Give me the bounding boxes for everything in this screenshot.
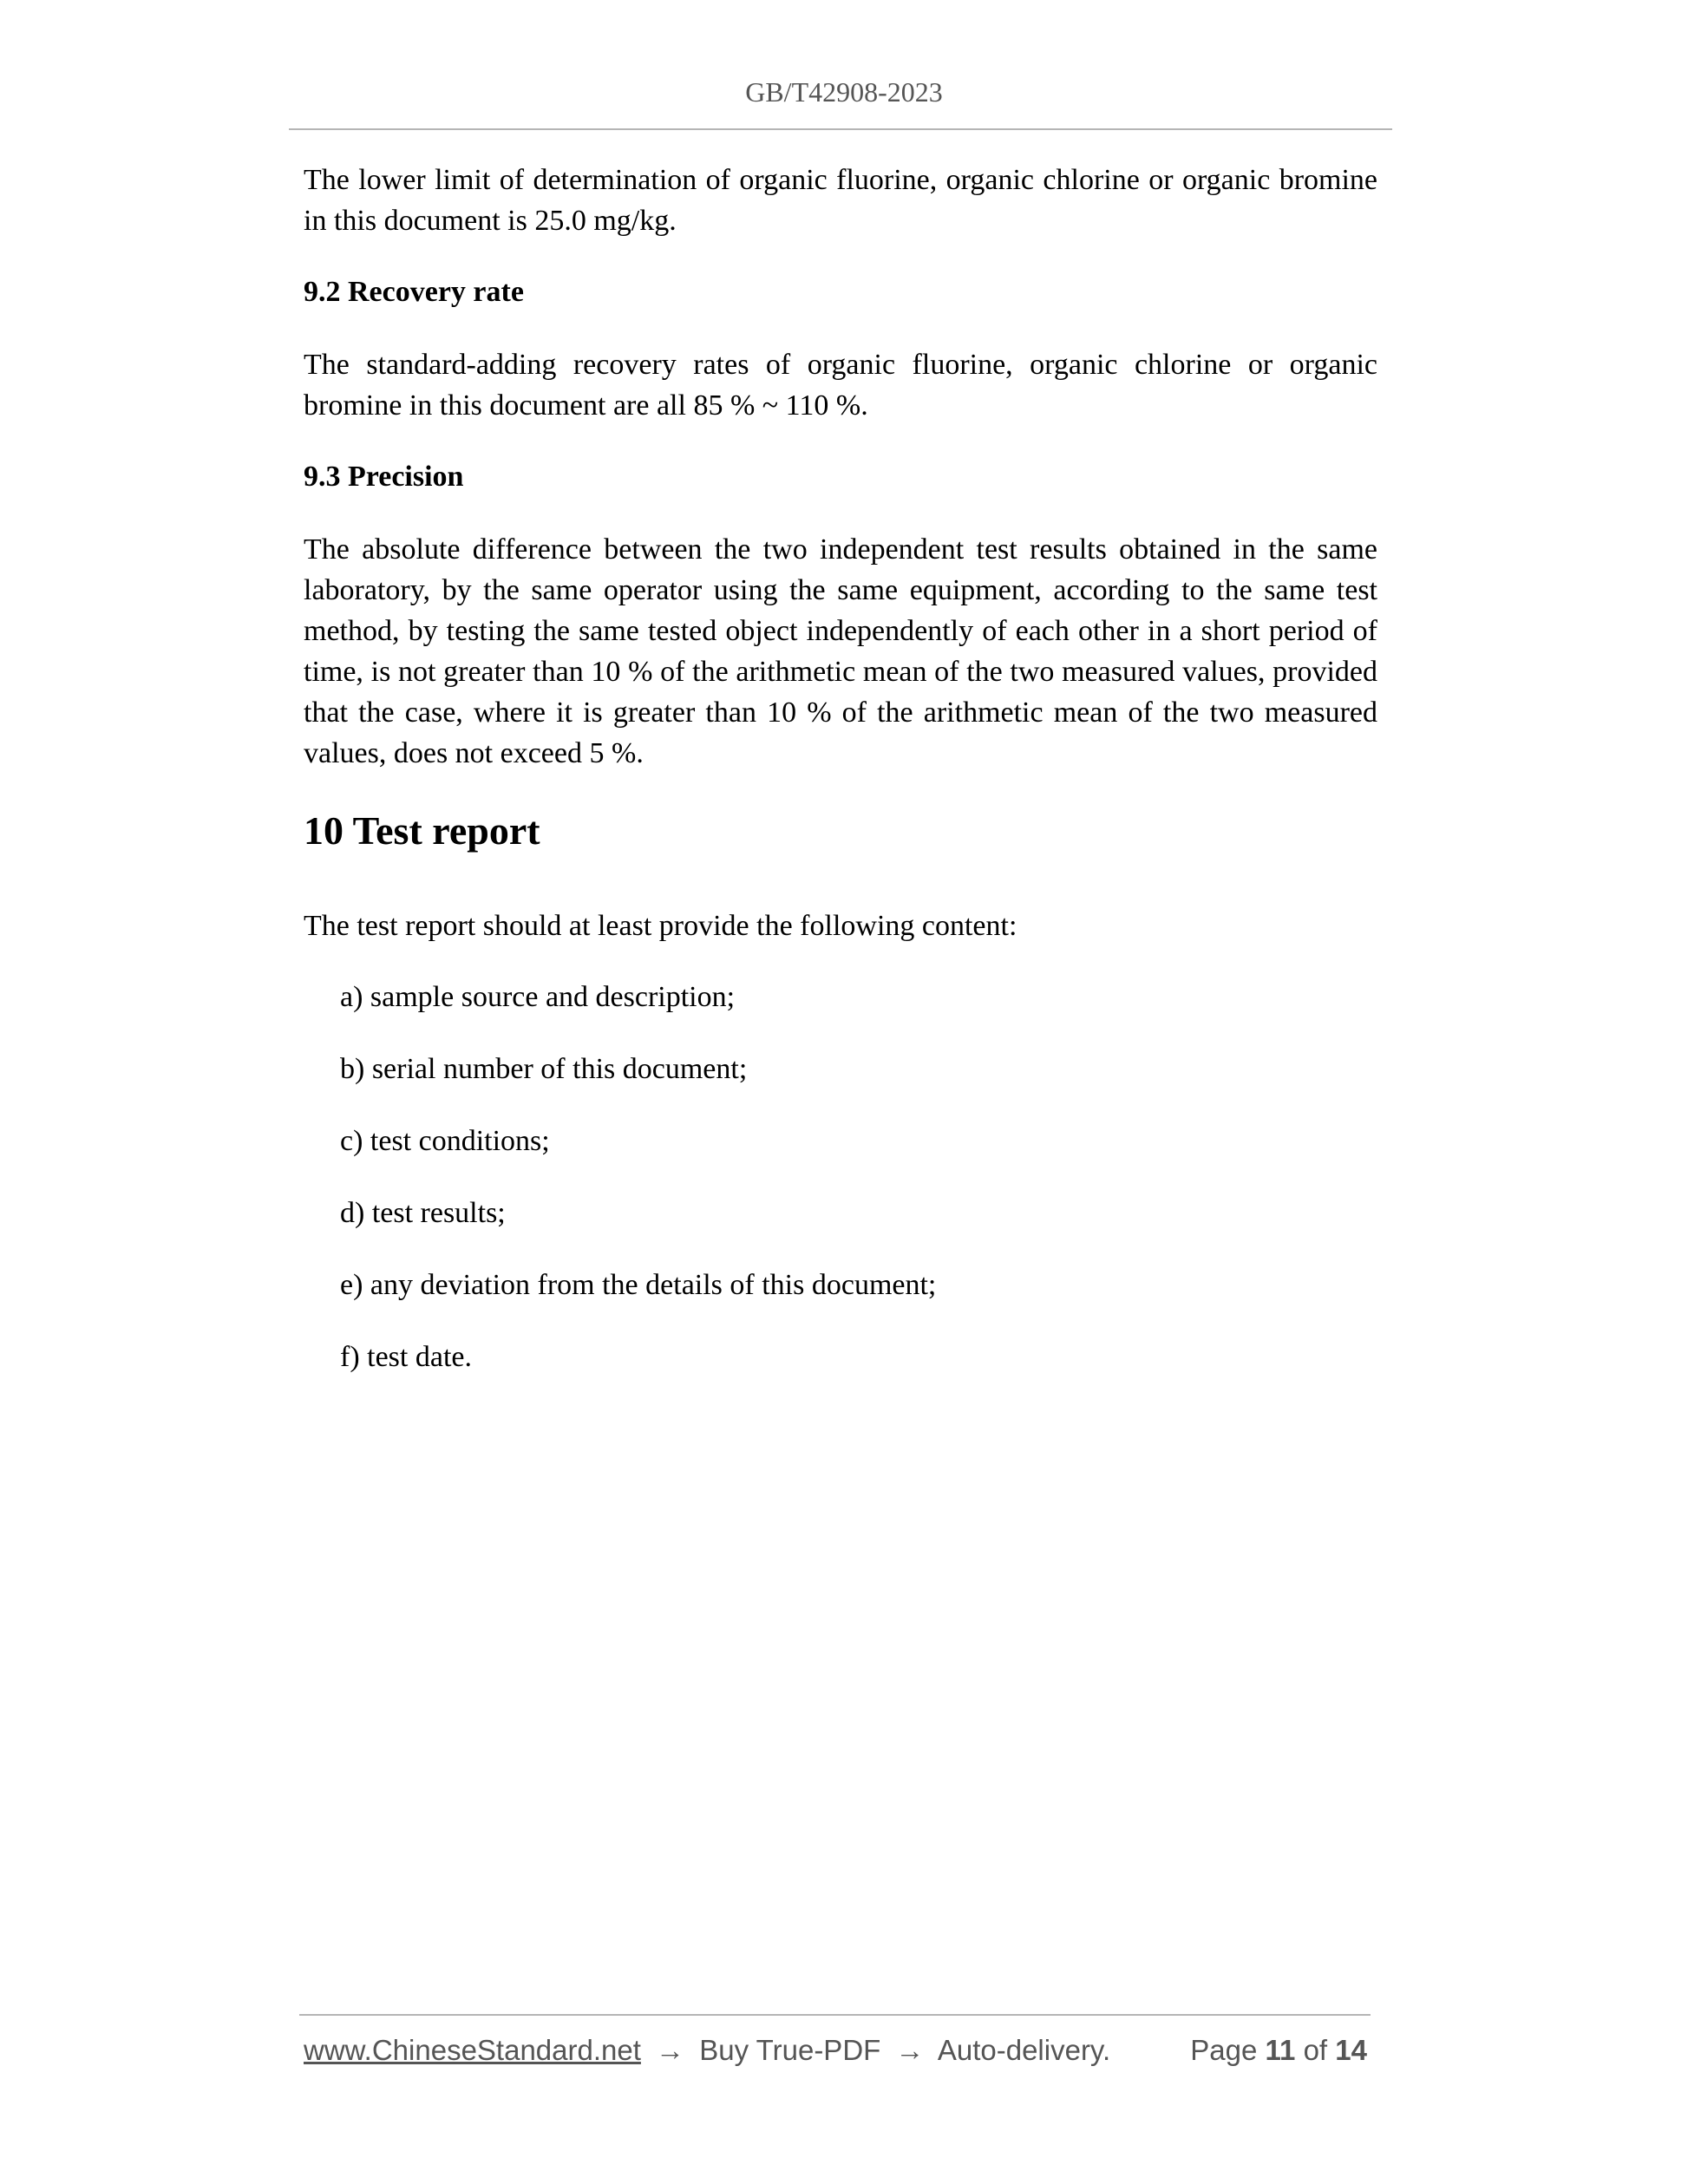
list-item: e) any deviation from the details of this document; [340,1269,937,1301]
list-item: b) serial number of this document; [340,1053,748,1085]
buy-pdf-text: Buy True-PDF [699,2034,881,2066]
page-indicator [1190,2031,1367,2070]
precision-heading: 9.3 Precision [304,461,464,493]
recovery-rate-paragraph: The standard-adding recovery rates of organic fluorine, organic chlorine or organic bromine in this document are all 85 % ~ 110 %. [304,349,1377,422]
website-link[interactable]: www.ChineseStandard.net [304,2034,641,2066]
footer-divider [299,2014,1371,2016]
of-label: of [1303,2034,1328,2066]
page-footer [304,2031,1372,2070]
footer-promo [304,2031,1110,2070]
test-report-list [304,978,1377,1377]
test-report-heading: 10 Test report [304,808,540,853]
page-total: 14 [1335,2034,1367,2066]
header-divider [289,128,1392,130]
recovery-rate-heading: 9.2 Recovery rate [304,276,524,308]
test-report-intro: The test report should at least provide the following content: [304,910,1017,942]
auto-delivery-text: Auto-delivery. [937,2034,1111,2066]
list-item: a) sample source and description; [340,981,736,1013]
page-number: 11 [1265,2034,1296,2066]
document-code: GB/T42908-2023 [745,76,943,108]
arrow-right-icon: → [656,2034,685,2066]
page-content [304,160,1377,1409]
list-item: c) test conditions; [340,1125,550,1157]
precision-paragraph: The absolute difference between the two independent test results obtained in the same laboratory, by the same operator using the same equipment, according to the same test method, by testing the same tested object independently of each other in a short period of time, is not greater than 10 % of the arithmetic mean of the two measured values, provided that the case, where it is greater than 10 % of the arithmetic mean of the two measured values, does not exceed 5 %. [304,533,1377,769]
arrow-right-icon: → [895,2034,925,2066]
page-label: Page [1190,2034,1258,2066]
list-item: d) test results; [340,1197,506,1229]
determination-limit-paragraph: The lower limit of determination of organic fluorine, organic chlorine or organic bromine in this document is 25.0 mg/kg. [304,164,1377,237]
list-item: f) test date. [340,1341,472,1373]
